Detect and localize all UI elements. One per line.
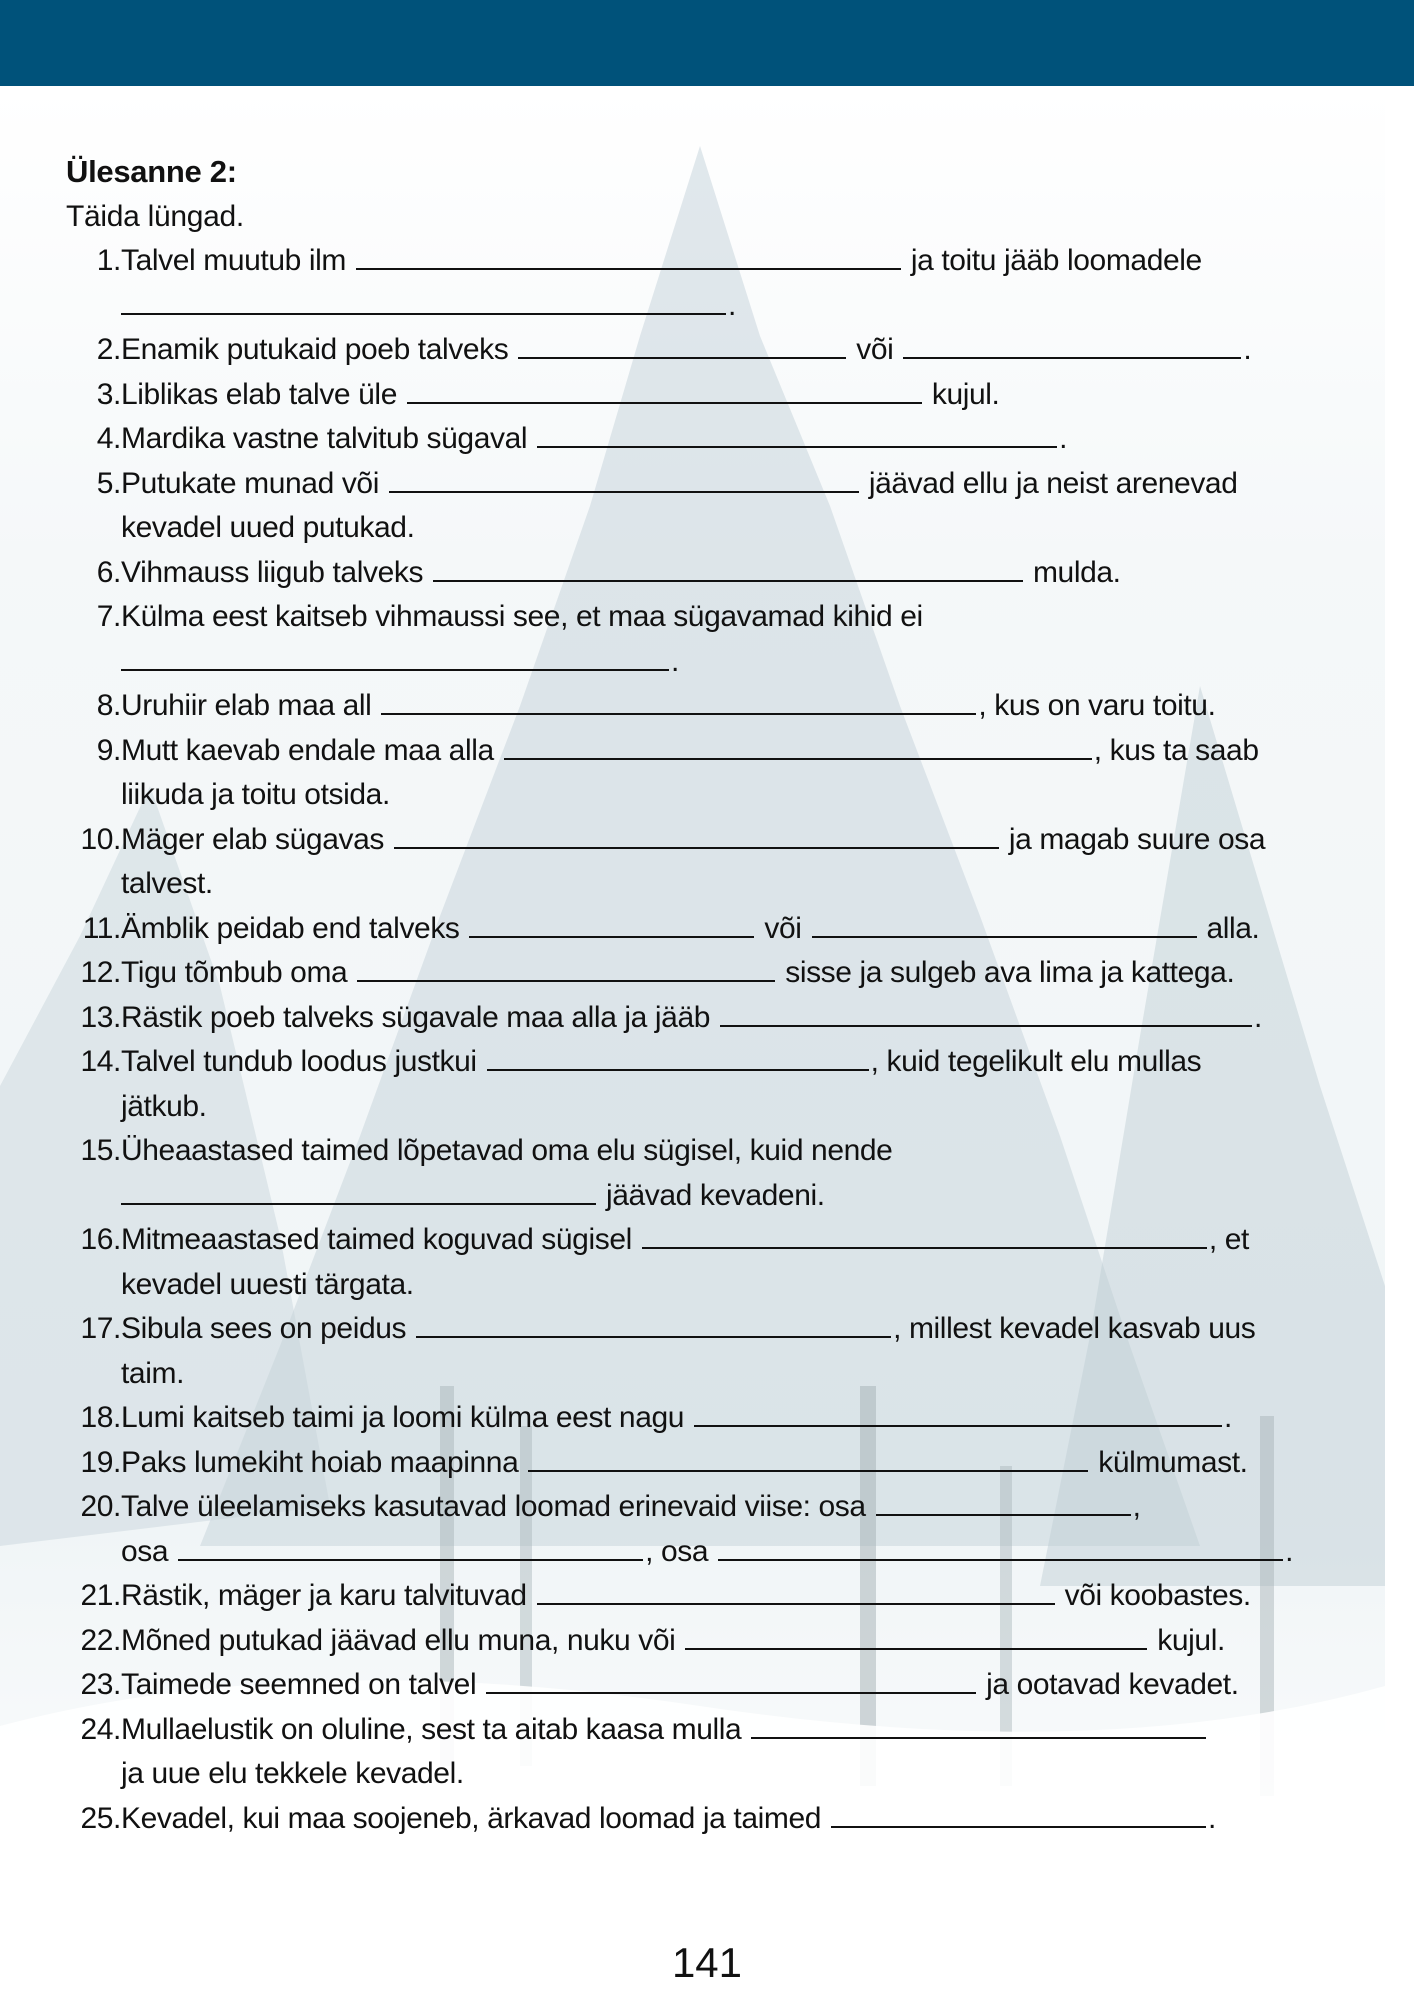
item-text: kevadel uuesti tärgata. [121, 1267, 414, 1301]
item-text: kujul. [931, 377, 1000, 411]
page-number: 141 [671, 1939, 743, 1986]
item-text: ja magab suure osa [1008, 822, 1266, 856]
item-text: Sibula sees on peidus [121, 1312, 407, 1345]
item-text: ja ootavad kevadet. [986, 1668, 1239, 1701]
item-number: 15. [80, 1134, 121, 1167]
item-number: 23. [80, 1668, 121, 1701]
item-text: . [728, 288, 736, 322]
item-text: Mõned putukad jäävad ellu muna, nuku või [121, 1623, 676, 1657]
item-number: 11. [82, 911, 121, 945]
item-text: . [1059, 422, 1068, 455]
exercise [66, 150, 1356, 1841]
item-number: 6. [96, 555, 121, 589]
item-text: Liblikas elab talve üle [121, 377, 397, 411]
item-text: külmumast. [1098, 1445, 1248, 1479]
item-number: 17. [80, 1312, 121, 1345]
list-item [66, 818, 1356, 907]
item-text: Putukate munad või [121, 466, 379, 500]
item-number: 16. [80, 1223, 121, 1256]
item-text: kevadel uued putukad. [121, 511, 415, 544]
item-text: Lumi kaitseb taimi ja loomi külma eest nagu [121, 1401, 685, 1434]
list-item [66, 684, 1356, 729]
item-text: Mäger elab sügavas [121, 822, 384, 856]
item-text: Külma eest kaitseb vihmaussi see, et maa sügavamad kihid ei [121, 600, 923, 633]
list-item [66, 551, 1356, 596]
blank-input[interactable] [694, 1397, 1222, 1427]
item-text: Mutt kaevab endale maa alla [121, 733, 494, 767]
item-text: ja toitu jääb loomadele [910, 244, 1202, 277]
list-item [66, 1129, 1356, 1218]
item-text: , millest kevadel kasvab uus [893, 1312, 1256, 1345]
item-text: mulda. [1032, 555, 1121, 589]
list-item [66, 1574, 1356, 1619]
item-number: 3. [96, 377, 121, 411]
list-item [66, 907, 1356, 952]
blank-input[interactable] [812, 908, 1197, 938]
item-text: sisse ja sulgeb ava lima ja kattega. [785, 956, 1235, 989]
list-item [66, 373, 1356, 418]
blank-input[interactable] [537, 418, 1057, 448]
item-text: talvest. [121, 867, 213, 900]
item-text: , [1132, 1490, 1141, 1523]
item-text: kujul. [1157, 1623, 1225, 1657]
item-text: Enamik putukaid poeb talveks [121, 333, 509, 366]
blank-input[interactable] [121, 285, 726, 315]
blank-input[interactable] [486, 1664, 976, 1694]
item-text: Rästik, mäger ja karu talvituvad [121, 1579, 527, 1612]
item-text: Mitmeaastased taimed koguvad sügisel [121, 1223, 632, 1256]
item-number: 4. [96, 422, 121, 455]
item-text: Talve üleelamiseks kasutavad loomad erinevaid viise: osa [121, 1490, 866, 1523]
fill-in-list [66, 239, 1356, 1841]
list-item [66, 1441, 1356, 1486]
item-number: 25. [80, 1801, 121, 1835]
blank-input[interactable] [642, 1219, 1207, 1249]
blank-input[interactable] [504, 730, 1092, 760]
item-text: . [1285, 1534, 1294, 1568]
item-text: ja uue elu tekkele kevadel. [121, 1757, 464, 1790]
item-text: osa [121, 1534, 169, 1568]
item-text: jätkub. [121, 1089, 207, 1123]
list-item [66, 1619, 1356, 1664]
list-item [66, 239, 1356, 328]
item-number: 9. [96, 733, 121, 767]
blank-input[interactable] [407, 374, 922, 404]
item-number: 20. [80, 1490, 121, 1523]
blank-input[interactable] [903, 329, 1241, 359]
item-text: Kevadel, kui maa soojeneb, ärkavad loomad ja taimed [121, 1801, 822, 1835]
item-text: Tigu tõmbub oma [121, 956, 348, 989]
item-text: jäävad kevadeni. [605, 1178, 825, 1212]
blank-input[interactable] [394, 819, 999, 849]
item-number: 13. [80, 1000, 121, 1034]
list-item [66, 1797, 1356, 1842]
header-bar [0, 0, 1414, 86]
blank-input[interactable] [685, 1620, 1147, 1650]
item-text: või [856, 333, 894, 366]
list-item [66, 417, 1356, 462]
blank-input[interactable] [720, 997, 1252, 1027]
item-text: Mardika vastne talvitub sügaval [121, 422, 528, 455]
blank-input[interactable] [178, 1531, 643, 1561]
blank-input[interactable] [518, 329, 846, 359]
blank-input[interactable] [357, 952, 775, 982]
item-text: Taimede seemned on talvel [121, 1668, 477, 1701]
blank-input[interactable] [537, 1575, 1055, 1605]
blank-input[interactable] [416, 1308, 891, 1338]
blank-input[interactable] [121, 1175, 596, 1205]
item-text: Üheaastased taimed lõpetavad oma elu sügisel, kuid nende [121, 1134, 893, 1167]
list-item [66, 1040, 1356, 1129]
task-instruction: Täida lüngad. [66, 199, 244, 233]
list-item [66, 996, 1356, 1041]
item-text: . [1243, 333, 1252, 366]
list-item [66, 462, 1356, 551]
item-number: 18. [80, 1401, 121, 1434]
list-item [66, 729, 1356, 818]
task-heading: Ülesanne 2: [66, 154, 237, 189]
item-text: jäävad ellu ja neist arenevad [868, 466, 1238, 500]
item-number: 24. [80, 1712, 121, 1746]
item-number: 8. [96, 689, 121, 722]
item-text: , kus ta saab [1093, 733, 1259, 767]
blank-input[interactable] [876, 1486, 1131, 1516]
blank-input[interactable] [751, 1709, 1206, 1739]
item-text: Rästik poeb talveks sügavale maa alla ja jääb [121, 1000, 711, 1034]
item-text: või koobastes. [1064, 1579, 1251, 1612]
blank-input[interactable] [389, 463, 859, 493]
list-item [66, 595, 1356, 684]
blank-input[interactable] [487, 1041, 869, 1071]
blank-input[interactable] [528, 1442, 1088, 1472]
list-item [66, 328, 1356, 373]
item-number: 7. [96, 600, 121, 633]
item-number: 5. [96, 466, 121, 500]
blank-input[interactable] [831, 1798, 1206, 1828]
list-item [66, 1485, 1356, 1574]
item-number: 2. [96, 333, 121, 366]
item-text: , et [1208, 1223, 1249, 1256]
item-number: 1. [96, 244, 121, 277]
item-text: Mullaelustik on oluline, sest ta aitab kaasa mulla [121, 1712, 742, 1746]
item-number: 12. [80, 956, 121, 989]
item-text: taim. [121, 1356, 185, 1390]
item-text: Vihmauss liigub talveks [121, 555, 424, 589]
item-text: Talvel muutub ilm [121, 244, 346, 277]
item-text: . [1224, 1401, 1232, 1434]
item-text: alla. [1206, 911, 1260, 945]
item-text: . [1207, 1801, 1216, 1835]
list-item [66, 1218, 1356, 1307]
blank-input[interactable] [381, 685, 976, 715]
list-item [66, 1396, 1356, 1441]
item-text: , osa [645, 1534, 709, 1568]
item-text: , kus on varu toitu. [978, 689, 1216, 722]
item-text: liikuda ja toitu otsida. [121, 778, 390, 811]
item-text: . [671, 644, 679, 678]
item-text: Talvel tundub loodus justkui [121, 1045, 477, 1078]
item-number: 22. [80, 1623, 121, 1657]
item-number: 21. [80, 1579, 121, 1612]
blank-input[interactable] [469, 908, 754, 938]
item-text: . [1253, 1000, 1262, 1034]
item-text: Paks lumekiht hoiab maapinna [121, 1445, 519, 1479]
list-item [66, 951, 1356, 996]
blank-input[interactable] [356, 240, 901, 270]
item-number: 10. [80, 822, 121, 856]
list-item [66, 1708, 1356, 1797]
item-text: Uruhiir elab maa all [121, 689, 372, 722]
blank-input[interactable] [433, 552, 1023, 582]
item-text: , kuid tegelikult elu mullas [870, 1045, 1202, 1078]
blank-input[interactable] [121, 641, 669, 671]
item-text: Ämblik peidab end talveks [121, 911, 460, 945]
item-number: 14. [80, 1045, 121, 1078]
item-number: 19. [80, 1445, 121, 1479]
list-item [66, 1663, 1356, 1708]
list-item [66, 1307, 1356, 1396]
item-text: või [764, 911, 802, 945]
blank-input[interactable] [718, 1531, 1283, 1561]
